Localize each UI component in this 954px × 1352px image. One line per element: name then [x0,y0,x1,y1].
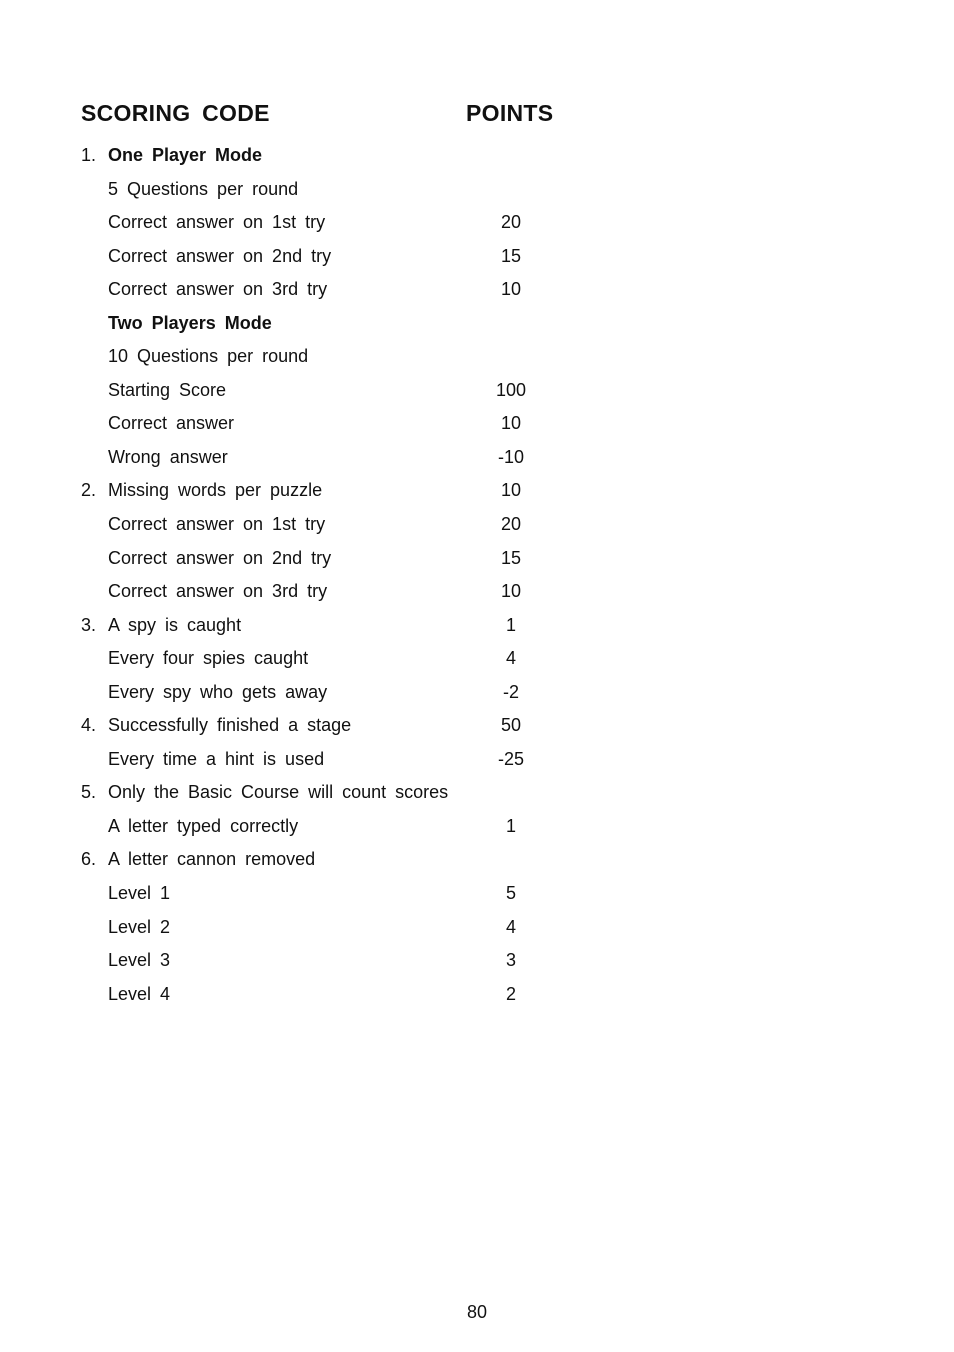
scoring-table-header [81,100,641,134]
table-row [81,810,641,844]
points-heading: POINTS [466,100,554,126]
row-description: Every time a hint is used [108,748,325,769]
row-points: 1 [505,815,516,836]
row-points: 10 [500,581,522,602]
row-points: 100 [495,379,527,400]
row-number: 1. [81,145,97,165]
table-row [81,240,641,274]
table-row [81,978,641,1012]
row-points: 20 [500,212,522,233]
row-description: Every spy who gets away [108,681,328,702]
row-points: 4 [505,648,516,669]
table-row [81,743,641,777]
row-description: Correct answer on 2nd try [108,245,332,266]
table-row [81,911,641,945]
row-points: 10 [500,480,522,501]
page-number: 80 [466,1302,488,1322]
table-row [81,776,641,810]
row-description: Level 1 [108,883,171,904]
row-points: -2 [502,681,519,702]
row-description: 5 Questions per round [108,178,299,199]
section-heading: One Player Mode [108,145,263,165]
row-description: Successfully finished a stage [108,715,352,736]
row-points: 15 [500,245,522,266]
row-description: Level 2 [108,916,171,937]
row-description: Level 3 [108,950,171,971]
section-heading: Two Players Mode [108,312,272,333]
row-description: Correct answer on 3rd try [108,581,328,602]
row-description: A spy is caught [108,614,242,635]
scoring-table [81,139,641,1011]
table-row [81,340,641,374]
table-row [81,709,641,743]
row-description: A letter cannon removed [108,849,316,870]
row-description: Starting Score [108,379,227,400]
row-points: 10 [500,413,522,434]
row-points: 1 [505,614,516,635]
row-description: Wrong answer [108,446,228,467]
row-number: 2. [81,480,97,501]
row-points: -10 [497,446,524,467]
row-points: 50 [500,715,522,736]
table-row [81,542,641,576]
table-row [81,877,641,911]
row-description: A letter typed correctly [108,815,299,836]
row-description: Correct answer on 1st try [108,514,326,535]
table-row [81,944,641,978]
row-points: 20 [500,514,522,535]
row-description: Only the Basic Course will count scores [108,782,449,803]
row-number: 5. [81,782,97,803]
table-row [81,575,641,609]
row-description: Correct answer on 3rd try [108,279,328,300]
row-points: 10 [500,279,522,300]
row-description: Correct answer [108,413,235,434]
row-description: 10 Questions per round [108,346,309,367]
row-points: 5 [505,883,516,904]
row-description: Missing words per puzzle [108,480,323,501]
row-points: 4 [505,916,516,937]
table-row [81,206,641,240]
table-row [81,307,641,341]
table-row [81,843,641,877]
row-points: 15 [500,547,522,568]
row-description: Level 4 [108,983,171,1004]
table-row [81,139,641,173]
table-row [81,441,641,475]
row-number: 6. [81,849,97,870]
table-row [81,273,641,307]
row-points: 3 [505,950,516,971]
table-row [81,609,641,643]
row-description: Correct answer on 1st try [108,212,326,233]
table-row [81,642,641,676]
table-row [81,676,641,710]
table-row [81,173,641,207]
table-row [81,474,641,508]
table-row [81,508,641,542]
row-description: Correct answer on 2nd try [108,547,332,568]
row-points: 2 [505,983,516,1004]
table-row [81,407,641,441]
row-number: 4. [81,715,97,736]
scoring-code-heading: SCORING CODE [81,100,270,126]
row-description: Every four spies caught [108,648,309,669]
table-row [81,374,641,408]
row-number: 3. [81,614,97,635]
row-points: -25 [497,748,524,769]
